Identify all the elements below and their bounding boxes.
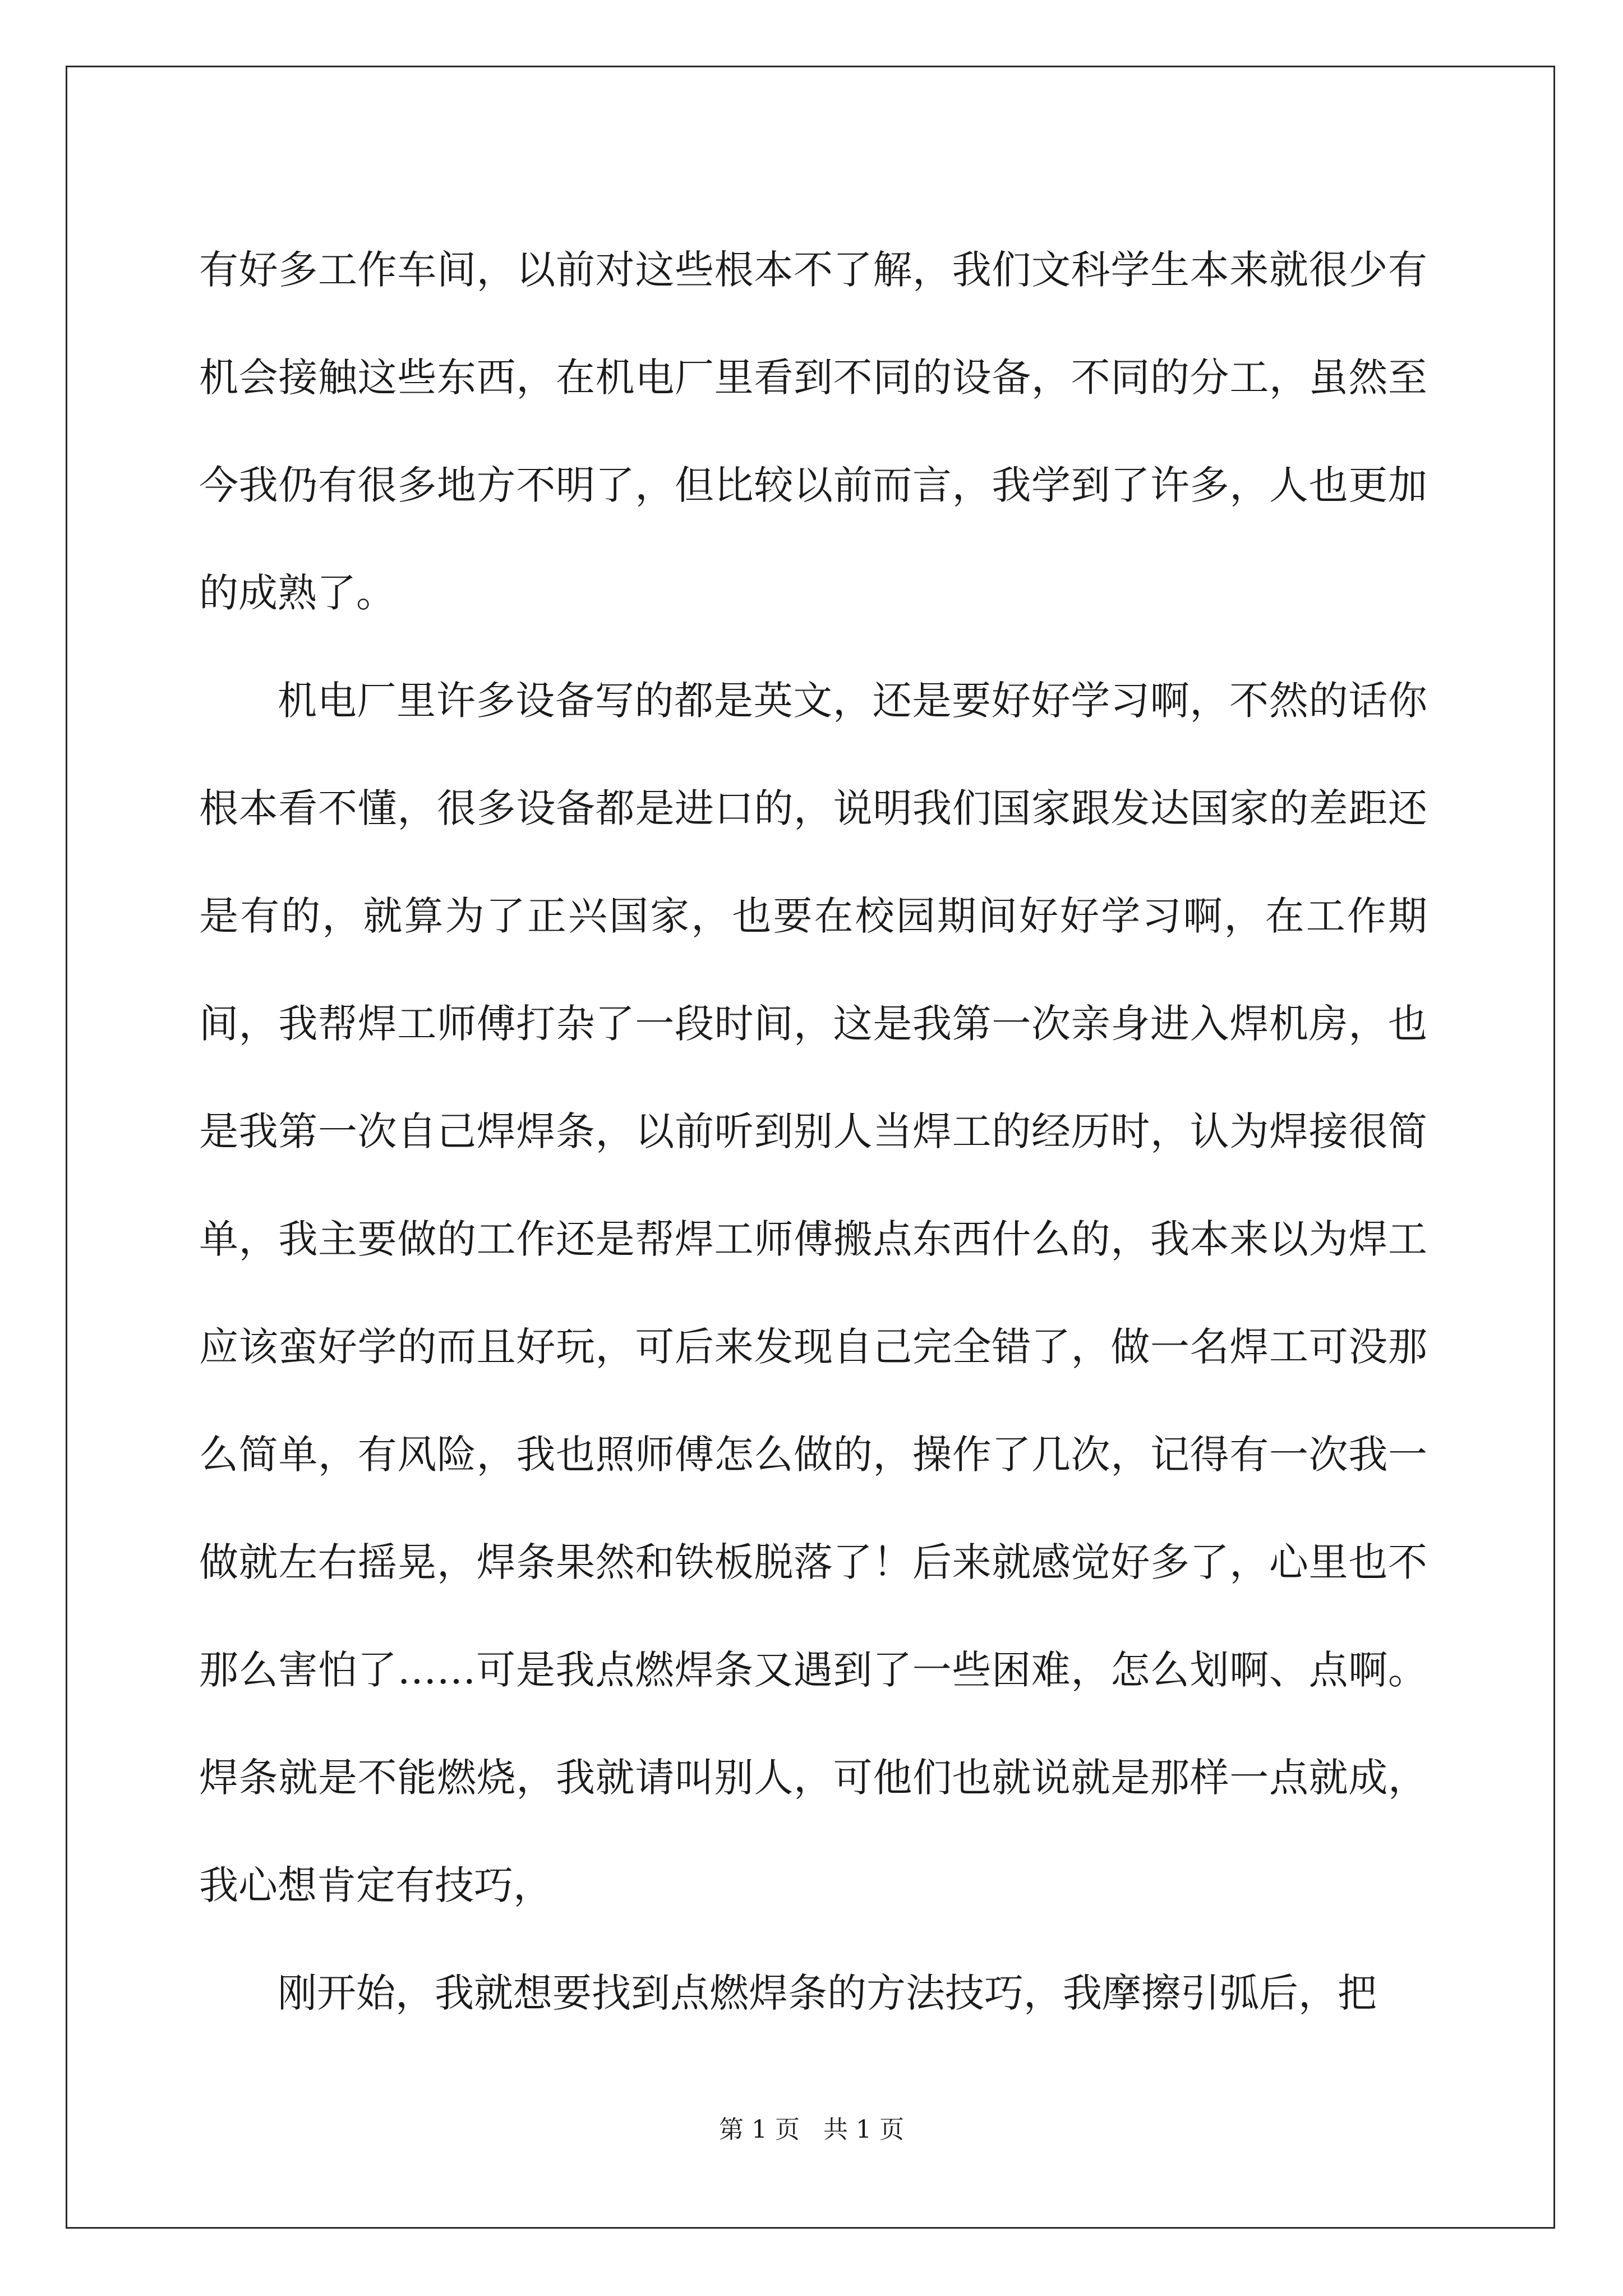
paragraph-1: 有好多工作车间，以前对这些根本不了解，我们文科学生本来就很少有机会接触这些东西，在机电厂里看到不同的设备，不同的分工，虽然至今我仍有很多地方不明了，但比较以前而言，我学到了许多，人也更加的成熟了。	[199, 247, 1427, 616]
document-body	[199, 216, 1427, 2047]
paragraph-2: 机电厂里许多设备写的都是英文，还是要好好学习啊，不然的话你根本看不懂，很多设备都是进口的，说明我们国家跟发达国家的差距还是有的，就算为了正兴国家，也要在校园期间好好学习啊，在工作期间，我帮焊工师傅打杂了一段时间，这是我第一次亲身进入焊机房，也是我第一次自己焊焊条，以前听到别人当焊工的经历时，认为焊接很简单，我主要做的工作还是帮焊工师傅搬点东西什么的，我本来以为焊工应该蛮好学的而且好玩，可后来发现自己完全错了，做一名焊工可没那么简单，有风险，我也照师傅怎么做的，操作了几次，记得有一次我一做就左右摇晃，焊条果然和铁板脱落了！后来就感觉好多了，心里也不那么害怕了……可是我点燃焊条又遇到了一些困难，怎么划啊、点啊。焊条就是不能燃烧，我就请叫别人，可他们也就说就是那样一点就成，我心想肯定有技巧，	[199, 678, 1427, 1908]
page-footer: 第 1 页 共 1 页	[719, 2115, 904, 2144]
paragraph-3: 刚开始，我就想要找到点燃焊条的方法技巧，我摩擦引弧后，把	[278, 1970, 1377, 2016]
